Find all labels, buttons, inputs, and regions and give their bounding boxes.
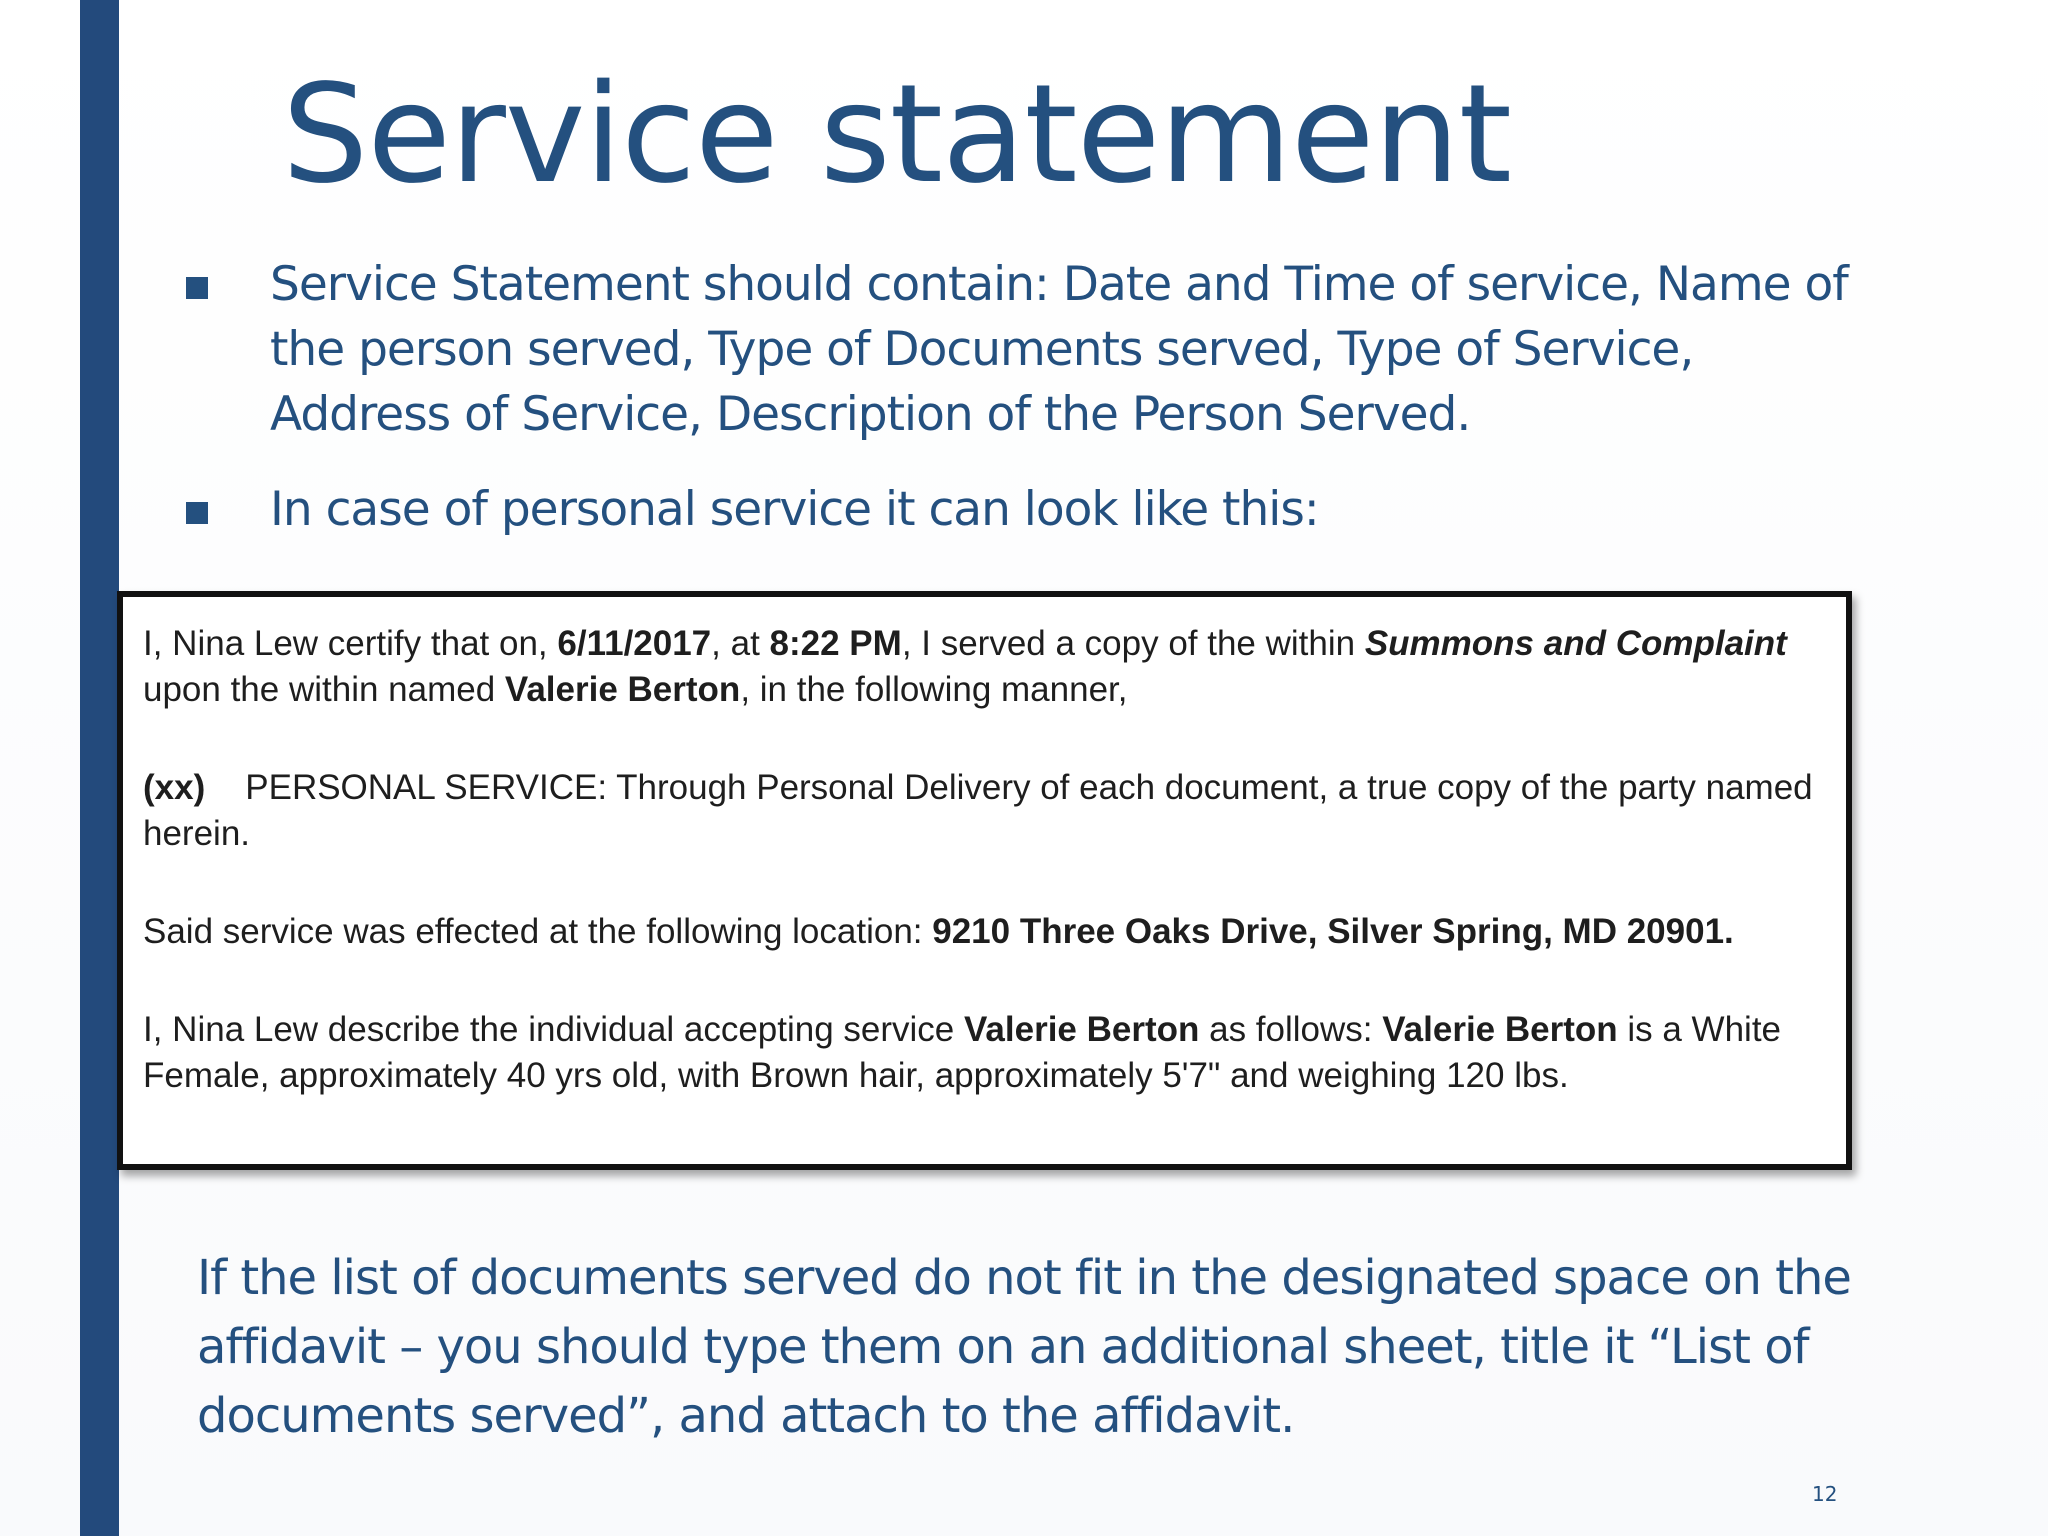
affidavit-location bbox=[143, 909, 1832, 955]
bullet-square-icon bbox=[186, 277, 208, 299]
aff-text: upon the within named bbox=[143, 670, 505, 709]
left-accent-bar bbox=[80, 0, 119, 1536]
bullet-item-contents bbox=[180, 252, 1880, 447]
person-served: Valerie Berton bbox=[504, 670, 741, 709]
service-type-text: PERSONAL SERVICE: Through Personal Delivery of each document, a true copy of the party named herein. bbox=[143, 768, 1813, 853]
bullet-text: Service Statement should contain: Date and Time of service, Name of the person served, Type of Documents served, Type of Service, Address of Service, Description of the Person Served. bbox=[270, 257, 1848, 442]
slide-title: Service statement bbox=[282, 56, 1512, 214]
aff-text: is a White Female, approximately 40 yrs old, with Brown hair, approximately 5'7" and weighing 120 lbs. bbox=[143, 1010, 1782, 1095]
aff-text: , in the following manner, bbox=[740, 670, 1128, 709]
aff-text: I, Nina Lew describe the individual accepting service bbox=[143, 1010, 964, 1049]
bullet-square-icon bbox=[186, 502, 208, 524]
bullet-list bbox=[180, 252, 1880, 572]
affidavit-example-box bbox=[117, 591, 1852, 1170]
bullet-item-personal-service bbox=[180, 477, 1880, 542]
page-number: 12 bbox=[1812, 1482, 1838, 1506]
affidavit-certification bbox=[143, 621, 1832, 713]
aff-text: as follows: bbox=[1199, 1010, 1383, 1049]
footer-note: If the list of documents served do not fit in the designated space on the affidavit – you should type them on an additional sheet, title it “List of documents served”, and attach to the affidavit. bbox=[197, 1250, 1851, 1444]
aff-text: , I served a copy of the within bbox=[901, 624, 1365, 663]
aff-text: I, Nina Lew certify that on, bbox=[143, 624, 558, 663]
aff-text: Said service was effected at the following location: bbox=[143, 912, 933, 951]
service-type-mark: (xx) bbox=[143, 768, 206, 807]
bullet-text: In case of personal service it can look like this: bbox=[270, 482, 1319, 537]
service-time: 8:22 PM bbox=[769, 624, 902, 663]
aff-text: , at bbox=[711, 624, 770, 663]
documents-served: Summons and Complaint bbox=[1364, 624, 1787, 663]
person-served: Valerie Berton bbox=[1382, 1010, 1618, 1049]
affidavit-service-type bbox=[143, 765, 1832, 857]
person-served: Valerie Berton bbox=[964, 1010, 1200, 1049]
service-address: 9210 Three Oaks Drive, Silver Spring, MD 20901. bbox=[932, 912, 1734, 951]
affidavit-description bbox=[143, 1007, 1832, 1099]
service-date: 6/11/2017 bbox=[557, 624, 712, 663]
